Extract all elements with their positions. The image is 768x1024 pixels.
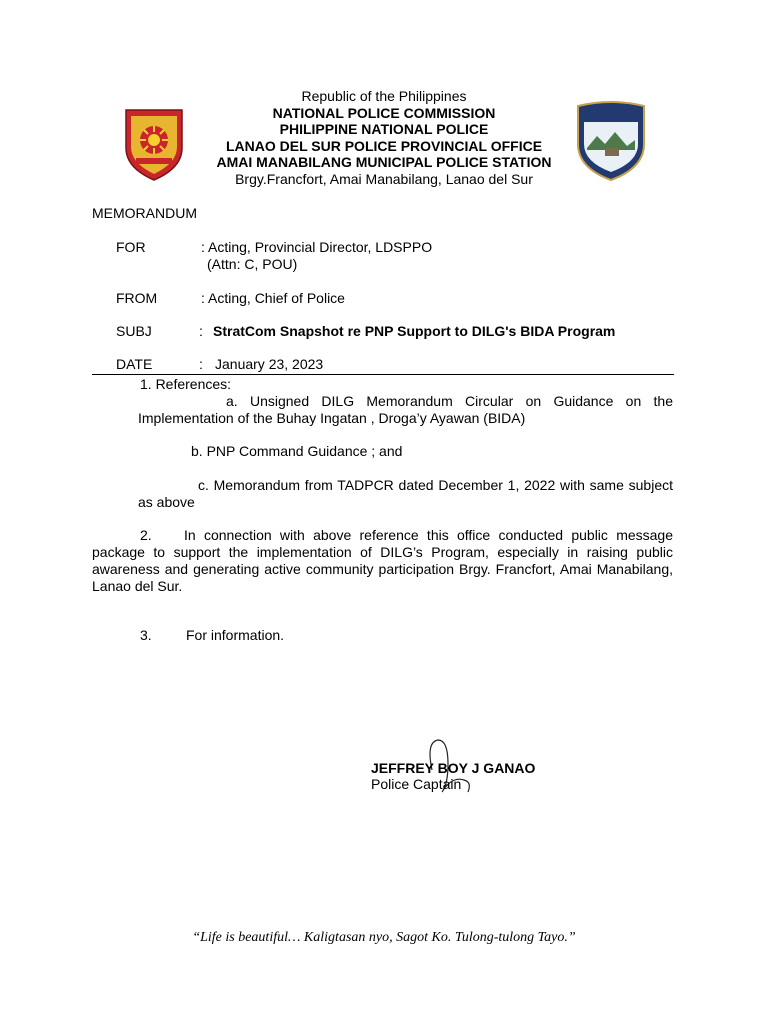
for-attn: (Attn: C, POU) bbox=[207, 256, 298, 272]
subj-colon: : bbox=[199, 323, 203, 339]
paragraph-3-text: For information. bbox=[186, 627, 285, 643]
memo-title: MEMORANDUM bbox=[92, 205, 197, 221]
paragraph-2-number: 2. bbox=[140, 527, 152, 543]
reference-a: a. Unsigned DILG Memorandum Circular on Guidance on the Implementation of the Buhay Ingatan , Droga’y Ayawan (BIDA) bbox=[138, 393, 673, 426]
date-label: DATE bbox=[116, 356, 153, 372]
signatory-name: JEFFREY BOY J GANAO bbox=[371, 760, 536, 776]
footer-motto: “Life is beautiful… Kaligtasan nyo, Sagot Ko. Tulong-tulong Tayo.” bbox=[192, 930, 576, 945]
reference-c: c. Memorandum from TADPCR dated December 1, 2022 with same subject as above bbox=[138, 477, 673, 510]
header-address: Brgy.Francfort, Amai Manabilang, Lanao del Sur bbox=[235, 171, 533, 187]
header-provincial-office: LANAO DEL SUR POLICE PROVINCIAL OFFICE bbox=[225, 138, 543, 154]
header-divider bbox=[92, 374, 674, 375]
from-value: : Acting, Chief of Police bbox=[201, 290, 345, 306]
references-heading: 1. References: bbox=[140, 376, 232, 392]
signatory-rank: Police Captain bbox=[371, 776, 462, 792]
header-republic: Republic of the Philippines bbox=[301, 88, 467, 104]
header-commission: NATIONAL POLICE COMMISSION bbox=[272, 105, 496, 121]
date-colon: : bbox=[199, 356, 203, 372]
for-value: : Acting, Provincial Director, LDSPPO bbox=[201, 239, 433, 255]
subj-value: StratCom Snapshot re PNP Support to DILG's BIDA Program bbox=[213, 323, 616, 339]
for-label: FOR bbox=[116, 239, 146, 255]
header-pnp: PHILIPPINE NATIONAL POLICE bbox=[279, 121, 489, 137]
from-label: FROM bbox=[116, 290, 158, 306]
date-value: January 23, 2023 bbox=[215, 356, 324, 372]
subj-label: SUBJ bbox=[116, 323, 152, 339]
paragraph-2-text: In connection with above reference this office conducted public message package to support the implementation of DILG’s Program, especially in raising public awareness and generating active community participation Brgy. Francfort, Amai Manabilang, Lanao del Sur. bbox=[92, 527, 673, 594]
paragraph-3-number: 3. bbox=[140, 627, 152, 643]
reference-b: b. PNP Command Guidance ; and bbox=[191, 443, 403, 459]
header-station: AMAI MANABILANG MUNICIPAL POLICE STATION bbox=[216, 154, 552, 170]
